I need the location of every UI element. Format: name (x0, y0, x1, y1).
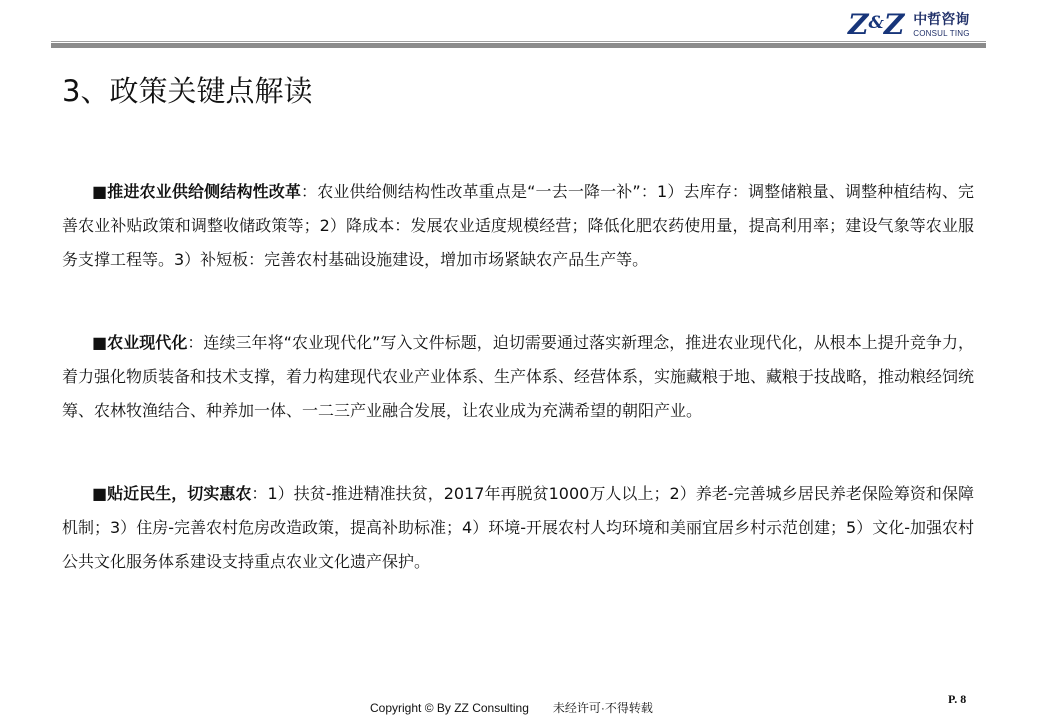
company-logo (848, 8, 998, 42)
policy-paragraph-people-livelihood (62, 477, 974, 579)
policy-paragraph-agricultural-modernization (62, 326, 974, 428)
copyright-text: Copyright © By ZZ Consulting (370, 701, 529, 715)
policy-body-agricultural-modernization: ：连续三年将“农业现代化”写入文件标题，迫切需要通过落实新理念，推进农业现代化，从根本上提升竞争力，着力强化物质装备和技术支撑，着力构建现代农业产业体系、生产体系、经营体系，实施藏粮于地、藏粮于技战略，推动粮经饲统筹、农林牧渔结合、种养加一体、一二三产业融合发展，让农业成为充满希望的朝阳产业。 (62, 333, 975, 420)
header-divider (51, 41, 986, 48)
logo-mark-ampersand: & (868, 13, 883, 33)
logo-chinese-name: 中哲咨询 (913, 11, 970, 28)
policy-heading-agricultural-modernization: ■农业现代化 (92, 333, 188, 352)
policy-heading-supply-side-reform: ■推进农业供给侧结构性改革 (92, 182, 302, 201)
page-number: P. 8 (948, 692, 967, 706)
logo-mark-right: Z (883, 8, 904, 41)
logo-mark-left: Z (848, 8, 868, 41)
logo-mark (848, 8, 904, 41)
policy-content (62, 175, 974, 579)
policy-body-people-livelihood: ：1）扶贫-推进精准扶贫，2017年再脱贫1000万人以上；2）养老-完善城乡居民养老保险筹资和保障机制；3）住房-完善农村危房改造政策，提高补助标准；4）环境-开展农村人均环境和美丽宜居乡村示范创建；5）文化-加强农村公共文化服务体系建设支持重点农业文化遗产保护。 (62, 484, 974, 571)
policy-heading-people-livelihood: ■贴近民生，切实惠农 (92, 484, 252, 503)
logo-text (913, 13, 969, 38)
page-title: 3、政策关键点解读 (62, 74, 313, 108)
policy-body-supply-side-reform: ：农业供给侧结构性改革重点是“一去一降一补”：1）去库存：调整储粮量、调整种植结构、完善农业补贴政策和调整收储政策等；2）降成本：发展农业适度规模经营；降低化肥农药使用量，提高利用率；建设气象等农业服务支撑工程等。3）补短板：完善农村基础设施建设，增加市场紧缺农产品生产等。 (62, 182, 974, 269)
copyright-notice: 未经许可·不得转载 (552, 701, 653, 715)
logo-english-name: CONSUL TING (913, 28, 970, 38)
policy-paragraph-supply-side-reform (62, 175, 974, 277)
footer-copyright-line (370, 699, 653, 716)
